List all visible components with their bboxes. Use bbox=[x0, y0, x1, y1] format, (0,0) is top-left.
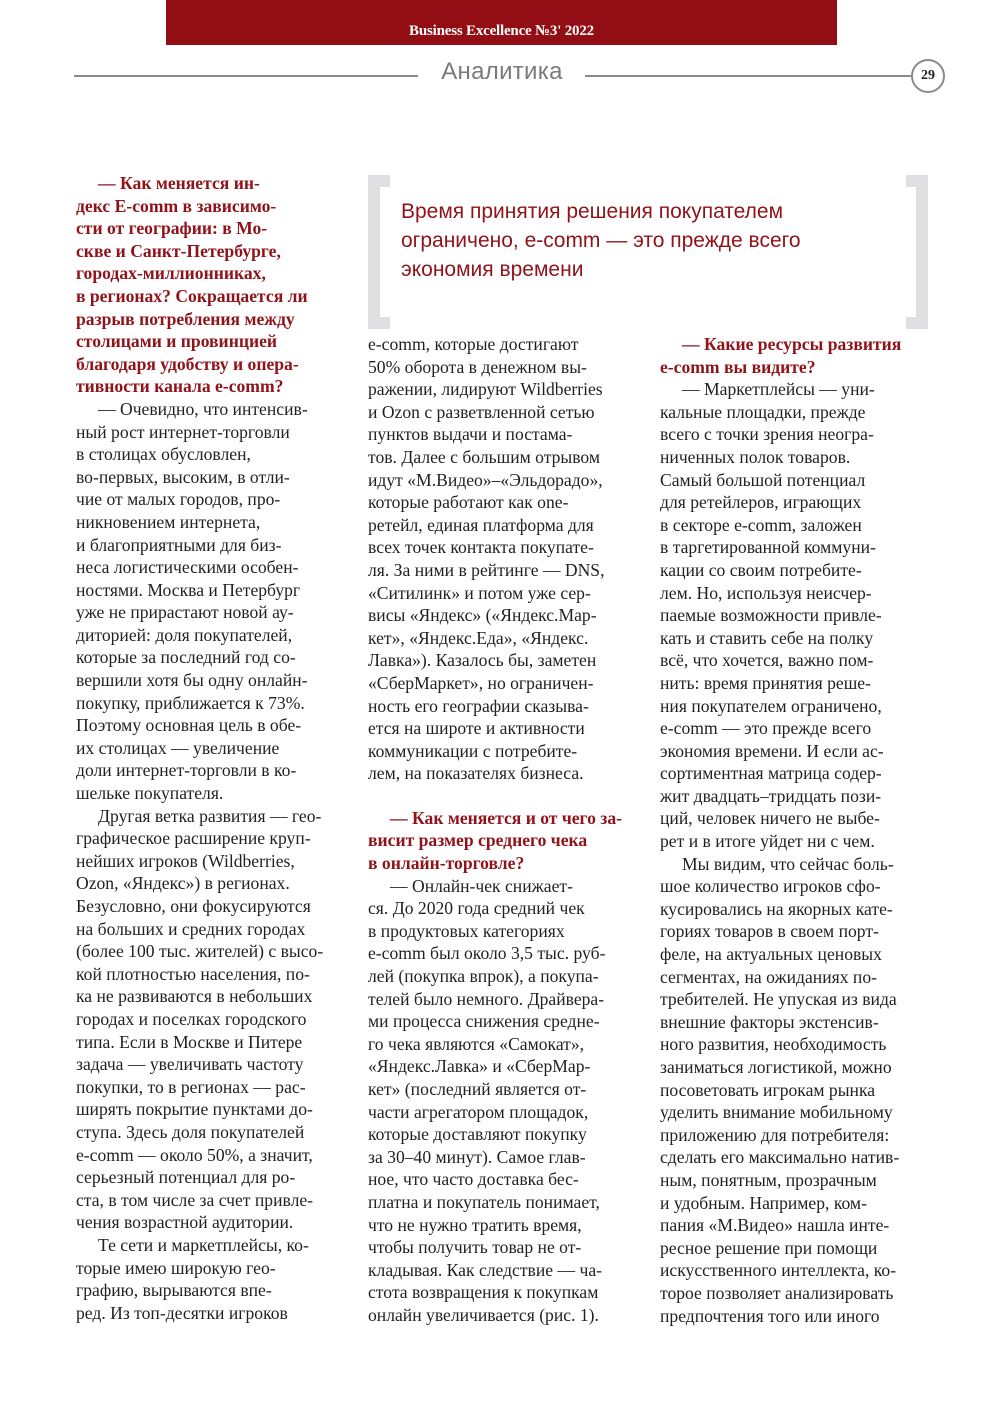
text-line: паемые возможности привле- bbox=[660, 605, 882, 626]
pull-quote-line: Время принятия решения покупателем bbox=[401, 200, 784, 223]
text-line: диторией: доля покупателей, bbox=[76, 624, 293, 645]
text-line: шельке покупателя. bbox=[76, 783, 224, 804]
text-line: ниченных полок товаров. bbox=[660, 446, 851, 467]
publication-title: Business Excellence №3' 2022 bbox=[409, 23, 594, 39]
text-line: лем, на показателях бизнеса. bbox=[368, 763, 584, 784]
text-line: в продуктовых категориях bbox=[368, 920, 565, 941]
text-line: кальные площадки, прежде bbox=[660, 401, 866, 422]
text-line: ется на широте и активности bbox=[368, 718, 585, 739]
text-line: — Какие ресурсы развития bbox=[682, 334, 902, 354]
text-line: на больших и средних городах bbox=[76, 918, 306, 939]
text-line: e-comm — около 50%, а значит, bbox=[76, 1144, 313, 1165]
text-line: шое количество игроков сфо- bbox=[660, 876, 881, 897]
text-line: торое позволяет анализировать bbox=[660, 1282, 894, 1303]
body-paragraph bbox=[660, 853, 935, 1327]
text-line: кой плотностью населения, по- bbox=[76, 963, 310, 984]
text-line: ступа. Здесь доля покупателей bbox=[76, 1121, 305, 1142]
text-line: требителей. Не упуская из вида bbox=[660, 989, 897, 1010]
text-line: Безусловно, они фокусируются bbox=[76, 896, 311, 916]
text-line: Другая ветка развития — гео- bbox=[98, 805, 322, 826]
text-line: их столицах — увеличение bbox=[76, 737, 280, 758]
section-rule-right bbox=[585, 75, 912, 77]
right-bracket-icon bbox=[906, 175, 928, 329]
column-3 bbox=[660, 333, 935, 1327]
text-line: сортиментная матрица содер- bbox=[660, 763, 882, 784]
text-line: Ozon, «Яндекс») в регионах. bbox=[76, 873, 290, 894]
text-line: Мы видим, что сейчас боль- bbox=[682, 853, 894, 874]
text-line: «СберМаркет», но ограничен- bbox=[368, 672, 594, 693]
text-line: чтобы получить товар не от- bbox=[368, 1237, 582, 1258]
text-line: всего с точки зрения неогра- bbox=[660, 424, 874, 445]
answer-paragraph bbox=[660, 378, 935, 852]
text-line: задача — увеличивать частоту bbox=[76, 1054, 304, 1075]
text-line: (более 100 тыс. жителей) с высо- bbox=[76, 941, 324, 962]
text-line: никновением интернета, bbox=[76, 511, 261, 532]
text-line: всех точек контакта покупате- bbox=[368, 537, 594, 558]
text-line: ный рост интернет-торговли bbox=[76, 421, 290, 442]
text-line: графическое расширение круп- bbox=[76, 828, 311, 849]
text-line: нейших игроков (Wildberries, bbox=[76, 850, 295, 871]
text-line: кусировались на якорных кате- bbox=[660, 898, 893, 919]
text-line: висы «Яндекс» («Яндекс.Мар- bbox=[368, 605, 597, 626]
text-line: — Как меняется ин- bbox=[98, 173, 260, 193]
text-line: которые за последний год со- bbox=[76, 647, 296, 668]
text-line: тов. Далее с большим отрывом bbox=[368, 446, 601, 467]
text-line: «Яндекс.Лавка» и «СберМар- bbox=[368, 1056, 591, 1077]
text-line: e-comm вы видите? bbox=[660, 356, 816, 377]
text-line: городах-миллионниках, bbox=[76, 263, 266, 284]
text-line: Самый большой потенциал bbox=[660, 469, 866, 490]
text-line: «Ситилинк» и потом уже сер- bbox=[368, 582, 591, 603]
text-line: которые доставляют покупку bbox=[368, 1124, 587, 1145]
text-line: e-comm, которые достигают bbox=[368, 334, 579, 354]
text-line: которые работают как one- bbox=[368, 492, 569, 513]
text-line: платна и покупатель понимает, bbox=[368, 1191, 600, 1212]
text-line: посоветовать игрокам рынка bbox=[660, 1079, 876, 1100]
text-line: во-первых, высоким, в отли- bbox=[76, 466, 290, 487]
text-line: Поэтому основная цель в обе- bbox=[76, 715, 302, 736]
text-line: благодаря удобству и опера- bbox=[76, 353, 299, 374]
column-1 bbox=[76, 172, 346, 1324]
text-line: онлайн увеличивается (рис. 1). bbox=[368, 1304, 599, 1325]
body-paragraph bbox=[76, 1234, 346, 1324]
text-line: ресное решение при помощи bbox=[660, 1237, 878, 1258]
text-line: типа. Если в Москве и Питере bbox=[76, 1031, 303, 1052]
text-line: нить: время принятия реше- bbox=[660, 672, 871, 693]
text-line: ражении, лидируют Wildberries bbox=[368, 379, 603, 400]
text-line: искусственного интеллекта, ко- bbox=[660, 1260, 897, 1281]
pull-quote-text bbox=[401, 197, 901, 284]
text-line: всё, что хочется, важно пом- bbox=[660, 650, 874, 671]
masthead bbox=[166, 0, 837, 45]
text-line: ся. До 2020 года средний чек bbox=[368, 898, 585, 919]
text-line: городах и поселках городского bbox=[76, 1008, 307, 1029]
text-line: вершили хотя бы одну онлайн- bbox=[76, 670, 308, 691]
pull-quote-line: ограничено, e-comm — это прежде всего bbox=[401, 229, 801, 252]
text-line: — Как меняется и от чего за- bbox=[390, 807, 623, 828]
text-line: предпочтения того или иного bbox=[660, 1305, 880, 1326]
text-line: висит размер среднего чека bbox=[368, 830, 588, 851]
text-line: коммуникации с потребите- bbox=[368, 740, 578, 761]
text-line: Те сети и маркетплейсы, ко- bbox=[98, 1234, 309, 1255]
text-line: внешние факторы экстенсив- bbox=[660, 1011, 879, 1032]
text-line: ность его географии сказыва- bbox=[368, 695, 589, 716]
text-line: рет и в итоге уйдет ни с чем. bbox=[660, 831, 875, 852]
text-line: тивности канала e-comm? bbox=[76, 376, 284, 397]
interview-question bbox=[76, 172, 346, 398]
text-line: в регионах? Сокращается ли bbox=[76, 285, 308, 306]
text-line: феле, на актуальных ценовых bbox=[660, 944, 882, 965]
text-line: ций, человек ничего не выбе- bbox=[660, 808, 880, 829]
text-line: покупки, то в регионах — рас- bbox=[76, 1076, 306, 1097]
answer-paragraph bbox=[76, 398, 346, 805]
text-line: ред. Из топ-десятки игроков bbox=[76, 1302, 288, 1323]
text-line: пания «М.Видео» нашла инте- bbox=[660, 1215, 890, 1236]
text-line: чие от малых городов, про- bbox=[76, 489, 281, 510]
text-line: разрыв потребления между bbox=[76, 308, 295, 329]
text-line: кет», «Яндекс.Еда», «Яндекс. bbox=[368, 627, 589, 648]
text-line: неса логистическими особен- bbox=[76, 557, 299, 578]
answer-paragraph bbox=[368, 875, 643, 1327]
text-line: — Очевидно, что интенсив- bbox=[98, 398, 308, 419]
left-bracket-icon bbox=[368, 175, 390, 329]
interview-question bbox=[368, 807, 643, 875]
text-line: торые имею широкую гео- bbox=[76, 1257, 276, 1278]
section-title: Аналитика bbox=[441, 58, 563, 85]
text-line: кет» (последний является от- bbox=[368, 1079, 587, 1099]
text-line: покупку, приближается к 73%. bbox=[76, 692, 305, 713]
text-line: заниматься логистикой, можно bbox=[660, 1057, 892, 1077]
text-line: — Онлайн-чек снижает- bbox=[390, 875, 573, 896]
text-line: экономия времени. И если ас- bbox=[660, 740, 884, 761]
text-line: кать и ставить себе на полку bbox=[660, 627, 874, 648]
text-line: кации со своим потребите- bbox=[660, 559, 862, 580]
text-line: идут «М.Видео»–«Эльдорадо», bbox=[368, 469, 603, 490]
body-paragraph bbox=[368, 333, 643, 785]
text-line: графию, вырываются впе- bbox=[76, 1280, 272, 1301]
text-line: ста, в том числе за счет привле- bbox=[76, 1189, 314, 1210]
body-paragraph bbox=[76, 805, 346, 1234]
text-line: столицами и провинцией bbox=[76, 331, 278, 352]
text-line: ния покупателем ограничено, bbox=[660, 695, 882, 716]
text-line: сегментах, на ожиданиях по- bbox=[660, 966, 877, 987]
text-line: жит двадцать–тридцать пози- bbox=[660, 785, 882, 806]
text-line: e-comm был около 3,5 тыс. руб- bbox=[368, 943, 606, 964]
text-line: в таргетированной коммуни- bbox=[660, 537, 876, 558]
text-line: ного развития, необходимость bbox=[660, 1034, 887, 1055]
text-line: и благоприятными для биз- bbox=[76, 534, 282, 555]
text-line: и удобным. Например, ком- bbox=[660, 1192, 867, 1213]
text-line: e-comm — это прежде всего bbox=[660, 718, 872, 739]
text-line: ное, что часто доставка бес- bbox=[368, 1169, 579, 1190]
text-line: го чека являются «Самокат», bbox=[368, 1033, 585, 1054]
text-line: лей (покупка впрок), а покупа- bbox=[368, 966, 599, 987]
page-number: 29 bbox=[911, 59, 945, 93]
text-line: приложению для потребителя: bbox=[660, 1124, 890, 1145]
text-line: пунктов выдачи и постама- bbox=[368, 424, 573, 445]
pull-quote-line: экономия времени bbox=[401, 258, 584, 281]
text-line: лем. Но, используя неисчер- bbox=[660, 582, 872, 603]
text-line: ностями. Москва и Петербург bbox=[76, 579, 301, 600]
text-line: в онлайн-торговле? bbox=[368, 853, 525, 874]
text-line: ля. За ними в рейтинге — DNS, bbox=[368, 559, 605, 580]
text-line: 50% оборота в денежном вы- bbox=[368, 356, 587, 377]
text-line: чения возрастной аудитории. bbox=[76, 1212, 294, 1233]
text-line: ширять покрытие пунктами до- bbox=[76, 1099, 313, 1120]
text-line: декс E-comm в зависимо- bbox=[76, 195, 277, 216]
text-line: ным, понятным, прозрачным bbox=[660, 1169, 877, 1190]
text-line: сти от географии: в Мо- bbox=[76, 218, 268, 239]
text-line: серьезный потенциал для ро- bbox=[76, 1167, 296, 1188]
text-line: в секторе e-comm, заложен bbox=[660, 514, 862, 535]
text-line: что не нужно тратить время, bbox=[368, 1214, 582, 1235]
interview-question bbox=[660, 333, 935, 378]
text-line: скве и Санкт-Петербурге, bbox=[76, 240, 281, 261]
text-line: Лавка»). Казалось бы, заметен bbox=[368, 650, 597, 671]
text-line: гориях товаров в своем порт- bbox=[660, 921, 879, 942]
text-line: — Маркетплейсы — уни- bbox=[682, 379, 875, 400]
text-line: за 30–40 минут). Самое глав- bbox=[368, 1146, 586, 1167]
text-line: кладывая. Как следствие — ча- bbox=[368, 1259, 602, 1280]
text-line: доли интернет-торговли в ко- bbox=[76, 760, 297, 781]
text-line: и Ozon с разветвленной сетью bbox=[368, 401, 595, 422]
text-line: уделить внимание мобильному bbox=[660, 1102, 893, 1123]
text-line: телей было немного. Драйвера- bbox=[368, 988, 605, 1009]
section-rule-left bbox=[74, 75, 418, 77]
text-line: части агрегатором площадок, bbox=[368, 1101, 589, 1122]
text-line: в столицах обусловлен, bbox=[76, 444, 251, 465]
column-2 bbox=[368, 333, 643, 1327]
text-line: ми процесса снижения средне- bbox=[368, 1011, 600, 1032]
pull-quote bbox=[368, 175, 928, 305]
text-line: стота возвращения к покупкам bbox=[368, 1282, 599, 1303]
text-line: для ретейлеров, играющих bbox=[660, 492, 862, 513]
text-line: ка не развиваются в небольших bbox=[76, 986, 313, 1007]
text-line: уже не прирастают новой ау- bbox=[76, 602, 294, 623]
text-line: сделать его максимально натив- bbox=[660, 1147, 900, 1168]
text-line: ретейл, единая платформа для bbox=[368, 514, 594, 535]
